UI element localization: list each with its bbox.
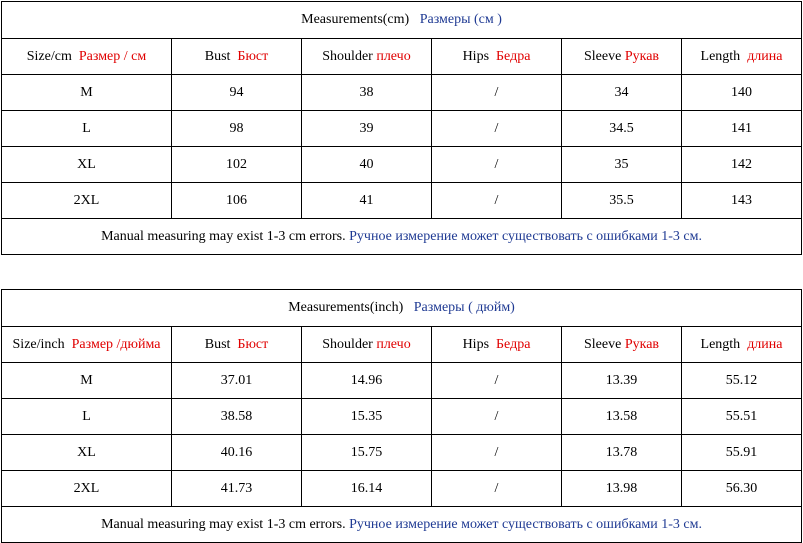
cell-size: XL bbox=[2, 435, 172, 471]
cell-bust: 94 bbox=[172, 75, 302, 111]
cell-size: XL bbox=[2, 147, 172, 183]
table-row bbox=[2, 471, 802, 507]
table-row bbox=[2, 147, 802, 183]
cell-sleeve: 35.5 bbox=[562, 183, 682, 219]
cell-size: L bbox=[2, 111, 172, 147]
header-ru: Бюст bbox=[237, 48, 269, 64]
title-ru: Размеры ( дюйм) bbox=[413, 300, 515, 315]
cell-bust: 102 bbox=[172, 147, 302, 183]
cell-size: L bbox=[2, 399, 172, 435]
cell-hips: / bbox=[432, 111, 562, 147]
header-ru: плечо bbox=[376, 336, 411, 352]
table-row bbox=[2, 363, 802, 399]
cell-length: 143 bbox=[682, 183, 802, 219]
cell-size: M bbox=[2, 363, 172, 399]
header-ru: Бюст bbox=[237, 336, 269, 352]
header-en: Bust bbox=[204, 336, 231, 352]
table-row bbox=[2, 435, 802, 471]
header-en: Shoulder bbox=[322, 336, 373, 352]
cell-sleeve: 13.58 bbox=[562, 399, 682, 435]
header-hips bbox=[432, 327, 562, 363]
header-en: Hips bbox=[462, 336, 490, 352]
measurement-note bbox=[2, 507, 802, 543]
header-length bbox=[682, 327, 802, 363]
cell-shoulder: 16.14 bbox=[302, 471, 432, 507]
note-row bbox=[2, 507, 802, 543]
header-en: Size/inch bbox=[12, 336, 65, 352]
header-row bbox=[2, 327, 802, 363]
note-en: Manual measuring may exist 1-3 cm errors. bbox=[101, 228, 346, 244]
header-en: Sleeve bbox=[583, 336, 622, 352]
size-table-inch bbox=[1, 289, 802, 543]
cell-hips: / bbox=[432, 471, 562, 507]
cell-bust: 37.01 bbox=[172, 363, 302, 399]
cell-sleeve: 13.39 bbox=[562, 363, 682, 399]
header-sleeve bbox=[562, 327, 682, 363]
cell-bust: 38.58 bbox=[172, 399, 302, 435]
cell-shoulder: 40 bbox=[302, 147, 432, 183]
table-title-row bbox=[2, 290, 802, 327]
cell-hips: / bbox=[432, 363, 562, 399]
title-ru: Размеры (см ) bbox=[419, 12, 502, 27]
header-length bbox=[682, 39, 802, 75]
cell-sleeve: 34 bbox=[562, 75, 682, 111]
cell-bust: 40.16 bbox=[172, 435, 302, 471]
cell-size: M bbox=[2, 75, 172, 111]
header-ru: Рукав bbox=[624, 48, 660, 64]
table-title bbox=[2, 2, 802, 39]
table-row bbox=[2, 183, 802, 219]
table-row bbox=[2, 75, 802, 111]
header-row bbox=[2, 39, 802, 75]
header-shoulder bbox=[302, 327, 432, 363]
note-ru: Ручное измерение может существовать с ошибками 1-3 см. bbox=[349, 516, 702, 532]
header-ru: Размер / см bbox=[78, 48, 147, 64]
header-ru: длина bbox=[747, 48, 783, 64]
header-en: Size/cm bbox=[26, 48, 72, 64]
size-table-cm bbox=[1, 1, 802, 255]
cell-bust: 41.73 bbox=[172, 471, 302, 507]
cell-shoulder: 41 bbox=[302, 183, 432, 219]
header-ru: длина bbox=[747, 336, 783, 352]
cell-shoulder: 38 bbox=[302, 75, 432, 111]
cell-sleeve: 13.98 bbox=[562, 471, 682, 507]
note-en: Manual measuring may exist 1-3 cm errors. bbox=[101, 516, 346, 532]
cell-sleeve: 13.78 bbox=[562, 435, 682, 471]
cell-size: 2XL bbox=[2, 183, 172, 219]
cell-hips: / bbox=[432, 399, 562, 435]
cell-bust: 98 bbox=[172, 111, 302, 147]
header-ru: Бедра bbox=[496, 48, 531, 64]
header-ru: Рукав bbox=[624, 336, 660, 352]
cell-sleeve: 35 bbox=[562, 147, 682, 183]
table-title-row bbox=[2, 2, 802, 39]
table-row bbox=[2, 111, 802, 147]
measurement-note bbox=[2, 219, 802, 255]
cell-length: 141 bbox=[682, 111, 802, 147]
cell-hips: / bbox=[432, 435, 562, 471]
cell-length: 56.30 bbox=[682, 471, 802, 507]
note-row bbox=[2, 219, 802, 255]
header-size bbox=[2, 327, 172, 363]
header-en: Length bbox=[700, 48, 741, 64]
header-shoulder bbox=[302, 39, 432, 75]
cell-hips: / bbox=[432, 147, 562, 183]
header-sleeve bbox=[562, 39, 682, 75]
cell-bust: 106 bbox=[172, 183, 302, 219]
title-en: Measurements(cm) bbox=[301, 12, 410, 27]
header-size bbox=[2, 39, 172, 75]
cell-length: 142 bbox=[682, 147, 802, 183]
header-bust bbox=[172, 327, 302, 363]
table-row bbox=[2, 399, 802, 435]
cell-sleeve: 34.5 bbox=[562, 111, 682, 147]
cell-length: 140 bbox=[682, 75, 802, 111]
cell-shoulder: 14.96 bbox=[302, 363, 432, 399]
cell-hips: / bbox=[432, 75, 562, 111]
note-ru: Ручное измерение может существовать с ошибками 1-3 см. bbox=[349, 228, 702, 244]
title-en: Measurements(inch) bbox=[288, 300, 404, 315]
header-ru: Размер /дюйма bbox=[71, 336, 161, 352]
cell-hips: / bbox=[432, 183, 562, 219]
header-en: Shoulder bbox=[322, 48, 373, 64]
cell-size: 2XL bbox=[2, 471, 172, 507]
cell-shoulder: 39 bbox=[302, 111, 432, 147]
header-bust bbox=[172, 39, 302, 75]
header-ru: Бедра bbox=[496, 336, 531, 352]
cell-length: 55.51 bbox=[682, 399, 802, 435]
header-en: Sleeve bbox=[583, 48, 622, 64]
header-en: Length bbox=[700, 336, 741, 352]
cell-shoulder: 15.35 bbox=[302, 399, 432, 435]
cell-length: 55.12 bbox=[682, 363, 802, 399]
header-hips bbox=[432, 39, 562, 75]
header-ru: плечо bbox=[376, 48, 411, 64]
header-en: Bust bbox=[204, 48, 231, 64]
table-title bbox=[2, 290, 802, 327]
cell-length: 55.91 bbox=[682, 435, 802, 471]
cell-shoulder: 15.75 bbox=[302, 435, 432, 471]
header-en: Hips bbox=[462, 48, 490, 64]
